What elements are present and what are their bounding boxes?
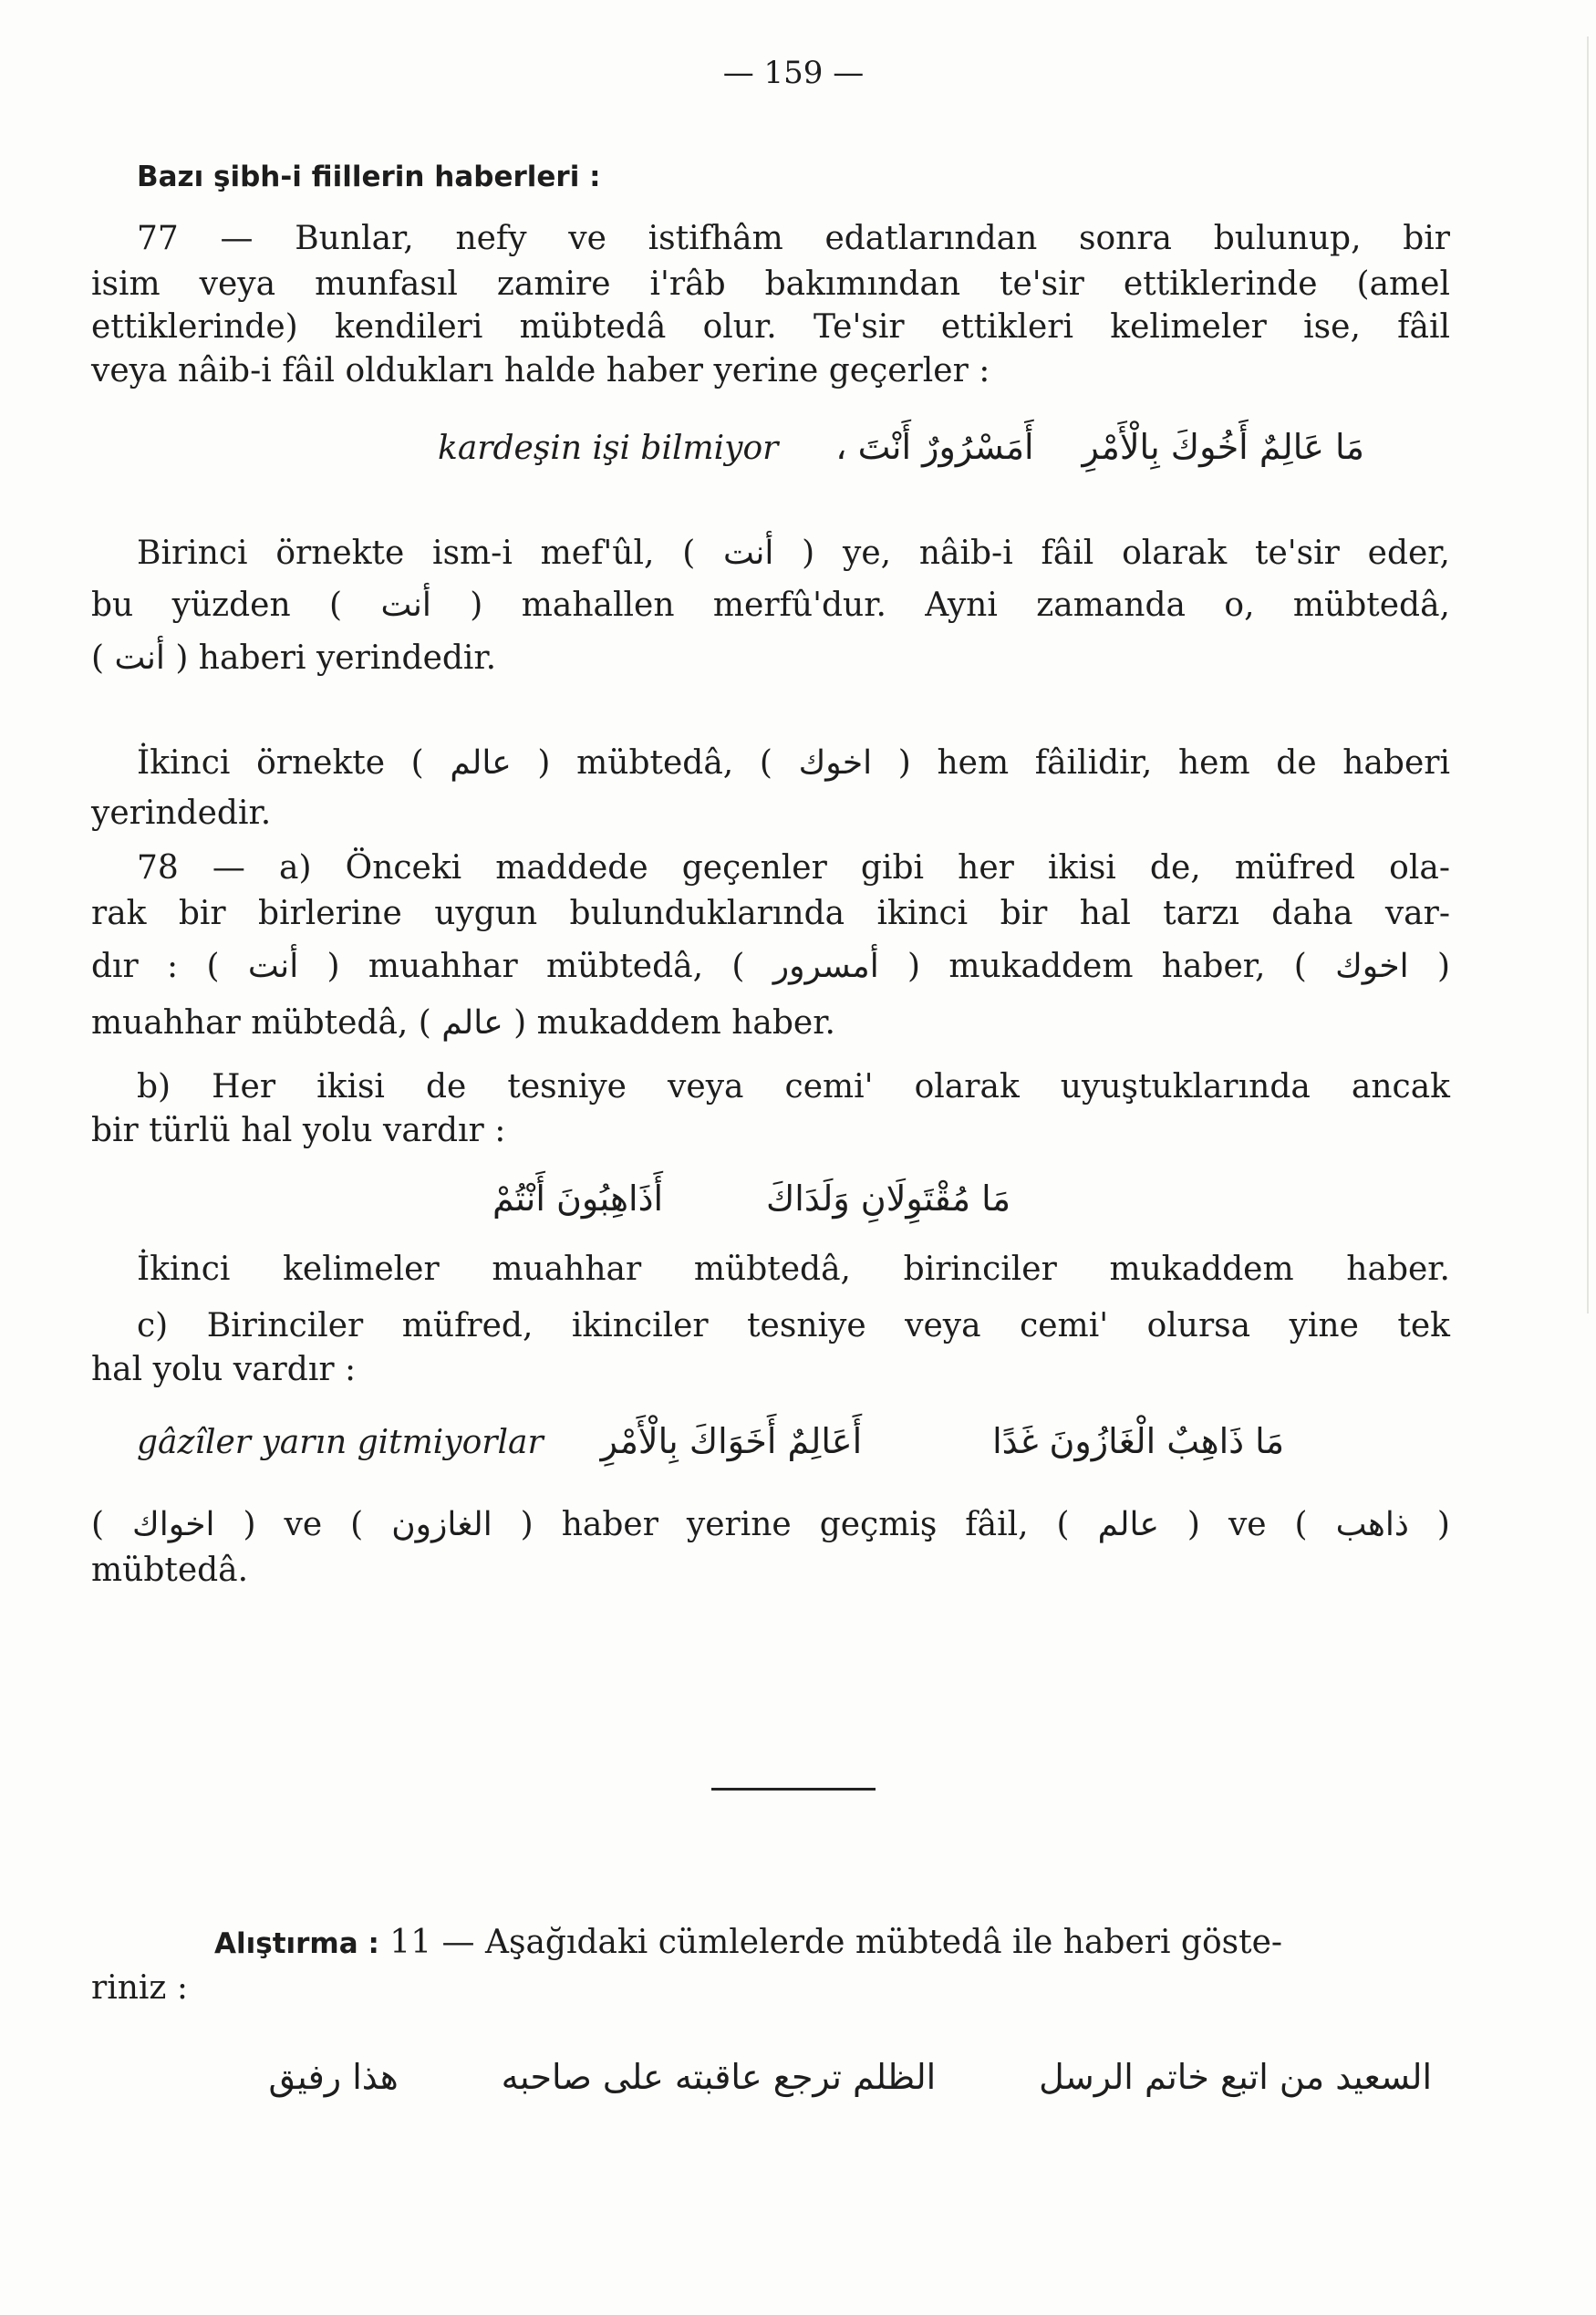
paragraph-78a-line-3: dır : ( أنت ) muahhar mübtedâ, ( أمسرور ) mukaddem haber, ( اخوك ): [91, 948, 1450, 985]
paragraph-final-line-1: ( اخواك ) ve ( الغازون ) haber yerine geçmiş fâil, ( عالم ) ve ( ذاهب ): [91, 1506, 1450, 1543]
paragraph-second-example-line-1: İkinci örnekte ( عالم ) mübtedâ, ( اخوك ) hem fâilidir, hem de haberi: [137, 744, 1451, 782]
exercise-sentence-1: السعيد من اتبع خاتم الرسل: [1039, 2057, 1432, 2097]
example-3-arabic-b: أَعَالِمٌ أَخَوَاكَ بِالْأَمْرِ: [600, 1421, 863, 1461]
page-edge-shadow: [1587, 36, 1589, 1313]
paragraph-first-example-line-1: Birinci örnekte ism-i mef'ûl, ( أنت ) ye, nâib-i fâil olarak te'sir eder,: [137, 535, 1450, 572]
paragraph-77-line-3: ettiklerinde) kendileri mübtedâ olur. Te'sir ettikleri kelimeler ise, fâil: [91, 308, 1450, 346]
paragraph-78a-line-1: 78 — a) Önceki maddede geçenler gibi her ikisi de, müfred ola-: [137, 849, 1450, 887]
paragraph-78a-line-2: rak bir birlerine uygun bulunduklarında ikinci bir hal tarzı daha var-: [91, 895, 1450, 932]
example-1: [438, 427, 1450, 469]
exercise-line-1: [214, 1923, 1450, 1964]
paragraph-final-line-2: mübtedâ.: [91, 1552, 249, 1589]
paragraph-78a-line-4: muahhar mübtedâ, ( عالم ) mukaddem haber.: [91, 1004, 835, 1042]
example-1-translation: kardeşin işi bilmiyor: [438, 430, 779, 467]
paragraph-first-example-line-3: ( أنت ) haberi yerindedir.: [91, 639, 497, 677]
section-heading: Bazı şibh-i fiillerin haberleri :: [137, 161, 601, 193]
paragraph-78b-line-2: bir türlü hal yolu vardır :: [91, 1112, 506, 1149]
example-2-arabic-a: مَا مُقْتَوِلَانِ وَلَدَاكَ: [765, 1178, 1011, 1219]
example-3-translation: gâzîler yarın gitmiyorlar: [137, 1424, 544, 1461]
exercise-line-2: riniz :: [91, 1969, 188, 2007]
paragraph-77-line-1: 77 — Bunlar, nefy ve istifhâm edatlarından sonra bulunup, bir: [137, 220, 1450, 257]
exercise-sentence-2: الظلم ترجع عاقبته على صاحبه: [501, 2057, 937, 2097]
example-2: [492, 1178, 1313, 1220]
section-divider: [711, 1788, 876, 1791]
paragraph-second-words: İkinci kelimeler muahhar mübtedâ, birinciler mukaddem haber.: [137, 1251, 1450, 1288]
exercise-label: Alıştırma :: [214, 1927, 379, 1960]
paragraph-78c-line-1: c) Birinciler müfred, ikinciler tesniye veya cemi' olursa yine tek: [137, 1307, 1450, 1344]
paragraph-77-line-4: veya nâib-i fâil oldukları halde haber yerine geçerler :: [91, 352, 990, 389]
example-1-arabic-b: أَمَسْرُورٌ أَنْتَ ،: [835, 427, 1034, 467]
paragraph-78b-line-1: b) Her ikisi de tesniye veya cemi' olarak uyuştuklarında ancak: [137, 1068, 1450, 1106]
paragraph-second-example-line-2: yerindedir.: [91, 794, 272, 832]
example-3-arabic-a: مَا ذَاهِبٌ الْغَازُونَ غَدًا: [992, 1421, 1285, 1461]
exercise-arabic-sentences: [109, 2057, 1432, 2099]
paragraph-77-line-2: isim veya munfasıl zamire i'râb bakımından te'sir ettiklerinde (amel: [91, 265, 1450, 303]
paragraph-first-example-line-2: bu yüzden ( أنت ) mahallen merfû'dur. Ayni zamanda o, mübtedâ,: [91, 587, 1450, 624]
exercise-sentence-3: هذا رفيق: [268, 2057, 399, 2097]
exercise-text-1: 11 — Aşağıdaki cümlelerde mübtedâ ile haberi göste-: [389, 1924, 1283, 1961]
example-2-arabic-b: أَذَاهِبُونَ أَنْتُمْ: [492, 1178, 664, 1219]
example-3: [137, 1421, 1450, 1463]
paragraph-78c-line-2: hal yolu vardır :: [91, 1351, 357, 1388]
page-number: — 159 —: [722, 55, 865, 91]
example-1-arabic-a: مَا عَالِمٌ أَخُوكَ بِالْأَمْرِ: [1082, 427, 1364, 467]
